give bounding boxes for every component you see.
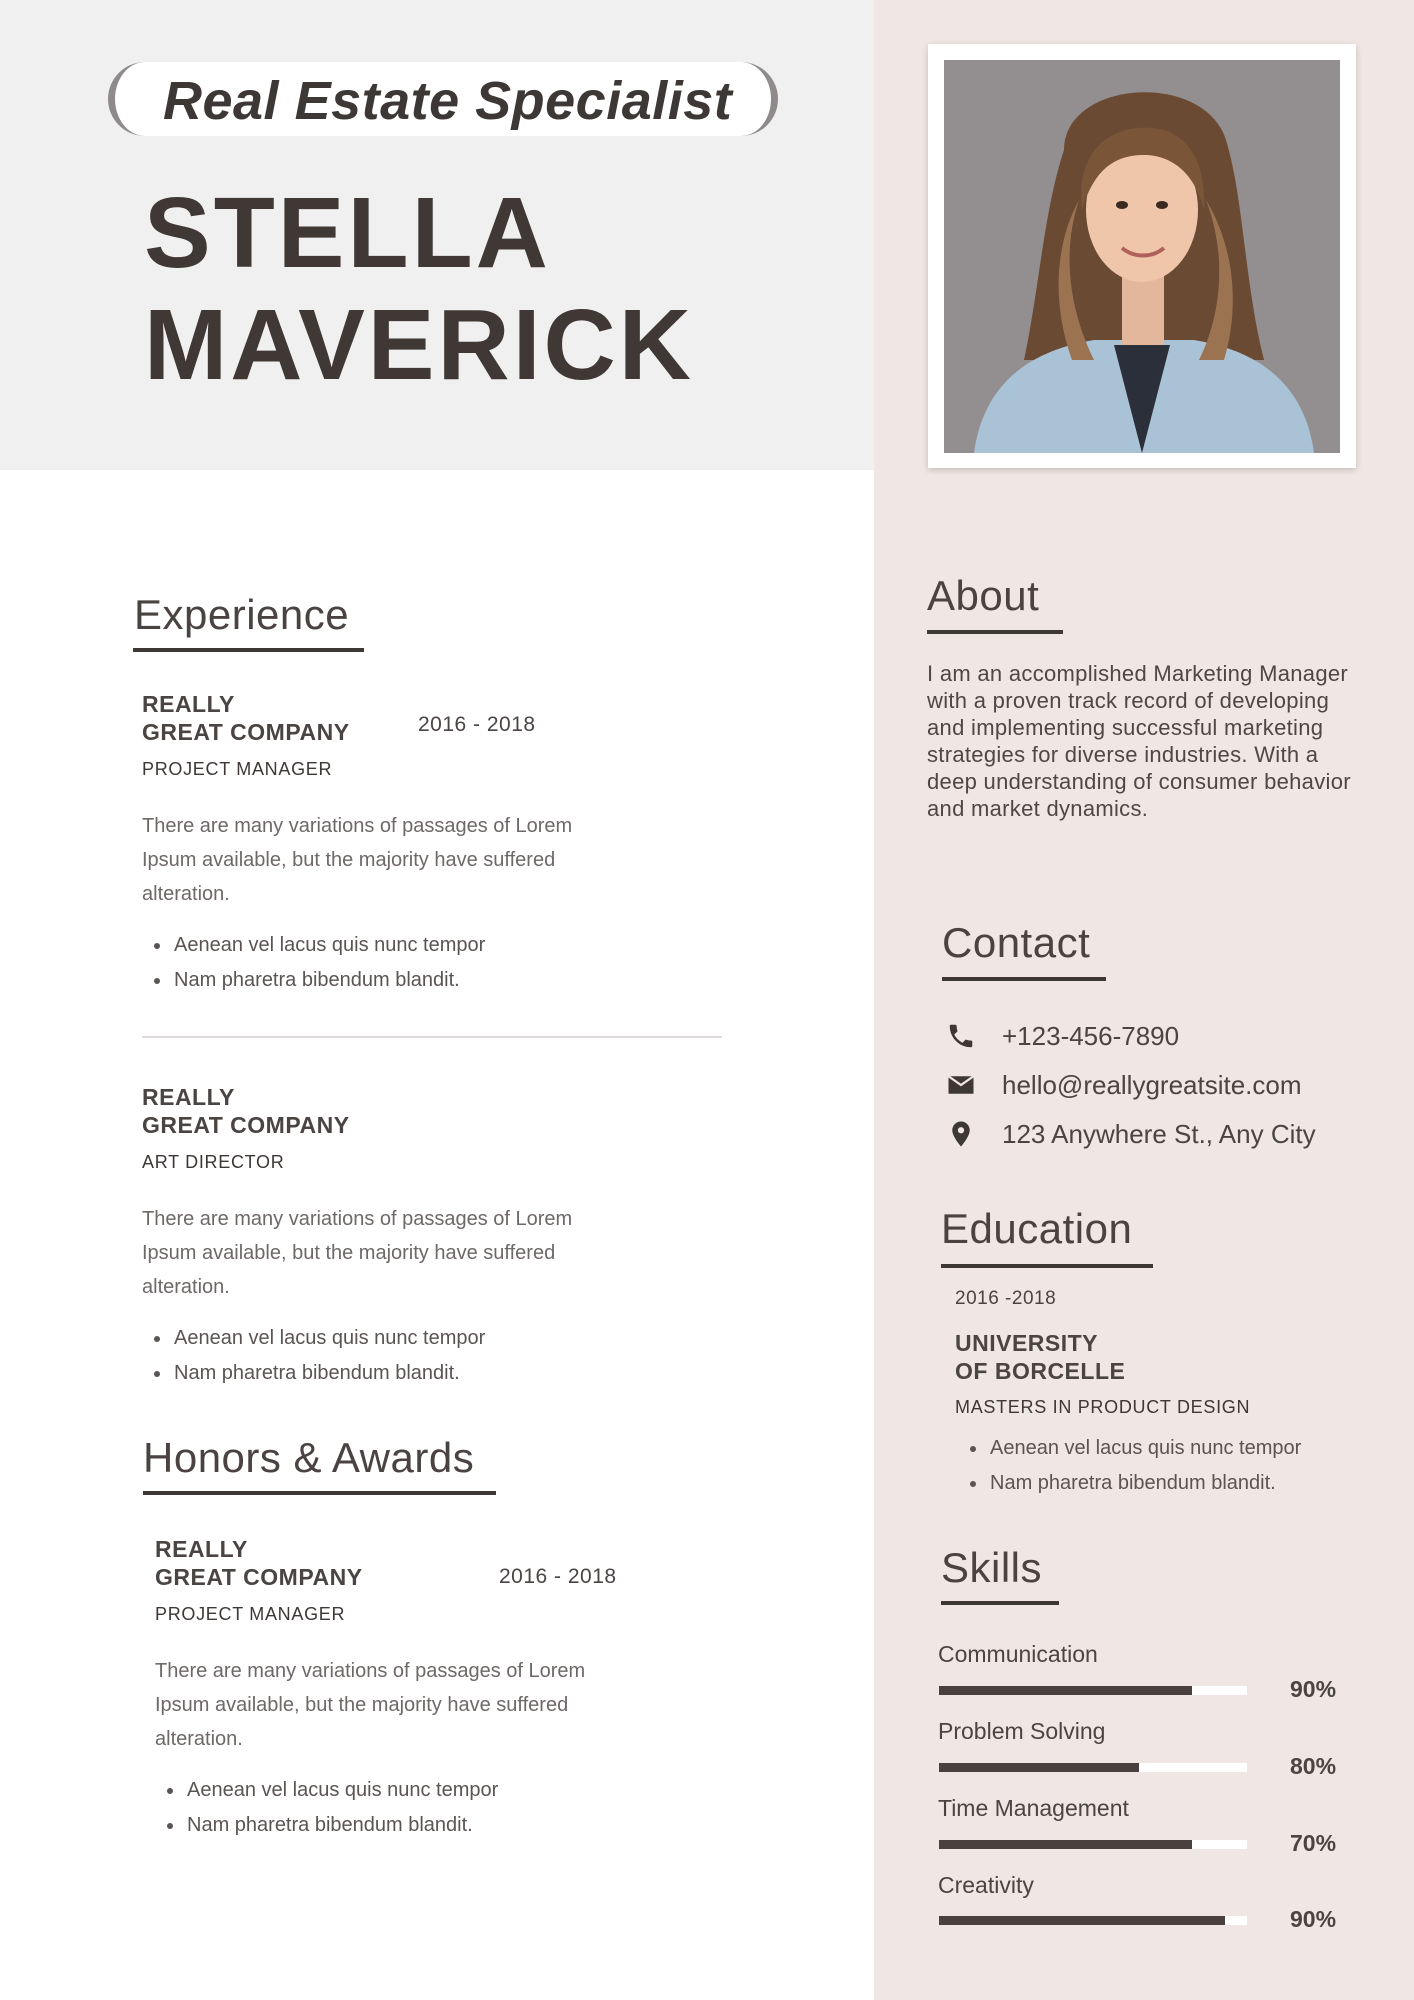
skills-title: Skills	[941, 1544, 1043, 1591]
phone-icon	[944, 1019, 978, 1053]
email-address[interactable]: hello@reallygreatsite.com	[1002, 1069, 1302, 1100]
list-item: • Aenean vel lacus quis nunc tempor	[988, 1431, 1301, 1466]
skill-name: Creativity	[938, 1872, 1034, 1898]
degree: MASTERS IN PRODUCT DESIGN	[955, 1397, 1251, 1417]
experience-title: Experience	[134, 591, 350, 638]
list-item: • Aenean vel lacus quis nunc tempor	[172, 928, 485, 963]
skill-name: Communication	[938, 1641, 1098, 1667]
honors-bullets	[155, 1773, 498, 1843]
education-underline	[941, 1264, 1153, 1268]
experience-underline	[133, 648, 364, 652]
job-description: There are many variations of passages of Lorem Ipsum available, but the majority have suffered alteration.	[142, 1208, 573, 1298]
company-line-1: REALLY	[142, 691, 235, 717]
job-bullets	[142, 928, 485, 998]
job-description: There are many variations of passages of Lorem Ipsum available, but the majority have suffered alteration.	[142, 815, 573, 905]
skill-bar-track	[939, 1840, 1247, 1849]
company-name	[142, 690, 350, 746]
experience-dates: 2016 - 2018	[418, 713, 536, 736]
skill-bar-track	[939, 1686, 1247, 1695]
company-line-2: GREAT COMPANY	[142, 1112, 350, 1138]
education-title: Education	[941, 1205, 1133, 1252]
education-dates: 2016 -2018	[955, 1288, 1057, 1309]
honors-description: There are many variations of passages of Lorem Ipsum available, but the majority have suffered alteration.	[155, 1660, 586, 1750]
education-bullets	[958, 1431, 1301, 1501]
contact-title: Contact	[942, 919, 1091, 966]
skill-name: Problem Solving	[938, 1718, 1106, 1744]
skill-bar-fill	[939, 1916, 1225, 1925]
honors-item	[155, 1535, 363, 1591]
skill-percent: 90%	[1290, 1906, 1337, 1932]
contact-email	[944, 1065, 1302, 1105]
first-name: STELLA	[144, 177, 551, 289]
experience-item	[142, 1083, 350, 1139]
honors-dates: 2016 - 2018	[499, 1565, 617, 1588]
last-name: MAVERICK	[144, 289, 694, 401]
job-bullets	[142, 1321, 485, 1391]
job-role: ART DIRECTOR	[142, 1152, 285, 1172]
skill-bar-fill	[939, 1840, 1192, 1849]
honors-role: PROJECT MANAGER	[155, 1604, 346, 1624]
school-name	[955, 1329, 1125, 1385]
contact-phone	[944, 1016, 1179, 1056]
street-address: 123 Anywhere St., Any City	[1002, 1118, 1316, 1149]
location-pin-icon	[944, 1117, 978, 1151]
contact-address	[944, 1114, 1316, 1154]
list-item: • Nam pharetra bibendum blandit.	[172, 963, 485, 998]
about-title: About	[927, 572, 1040, 619]
list-item: • Aenean vel lacus quis nunc tempor	[185, 1773, 498, 1808]
list-item: • Nam pharetra bibendum blandit.	[172, 1356, 485, 1391]
company-name	[155, 1535, 363, 1591]
company-line-2: GREAT COMPANY	[142, 719, 350, 745]
experience-divider	[142, 1036, 722, 1038]
job-role: PROJECT MANAGER	[142, 759, 333, 779]
company-name	[142, 1083, 350, 1139]
school-line-2: OF BORCELLE	[955, 1358, 1126, 1384]
skill-bar-track	[939, 1763, 1247, 1772]
contact-underline	[942, 977, 1106, 981]
experience-item	[142, 690, 350, 746]
company-line-1: REALLY	[155, 1536, 248, 1562]
honors-underline	[143, 1491, 496, 1495]
school-line-1: UNIVERSITY	[955, 1330, 1099, 1356]
list-item: • Aenean vel lacus quis nunc tempor	[172, 1321, 485, 1356]
skill-percent: 70%	[1290, 1830, 1337, 1856]
company-line-2: GREAT COMPANY	[155, 1564, 363, 1590]
profile-photo	[944, 60, 1340, 453]
skill-bar-track	[939, 1916, 1247, 1925]
company-line-1: REALLY	[142, 1084, 235, 1110]
about-underline	[927, 630, 1063, 634]
skill-bar-fill	[939, 1686, 1192, 1695]
skill-bar-fill	[939, 1763, 1139, 1772]
skill-percent: 90%	[1290, 1676, 1337, 1702]
list-item: • Nam pharetra bibendum blandit.	[988, 1466, 1301, 1501]
email-icon	[944, 1068, 978, 1102]
skill-percent: 80%	[1290, 1753, 1337, 1779]
job-title: Real Estate Specialist	[163, 71, 733, 131]
list-item: • Nam pharetra bibendum blandit.	[185, 1808, 498, 1843]
about-text: I am an accomplished Marketing Manager with a proven track record of developing and implementing successful marketing strategies for diverse industries. With a deep understanding of consumer behavior and market dynamics.	[927, 661, 1351, 821]
skill-name: Time Management	[938, 1795, 1129, 1821]
skills-underline	[941, 1601, 1059, 1605]
honors-title: Honors & Awards	[143, 1434, 475, 1481]
phone-number[interactable]: +123-456-7890	[1002, 1020, 1180, 1051]
